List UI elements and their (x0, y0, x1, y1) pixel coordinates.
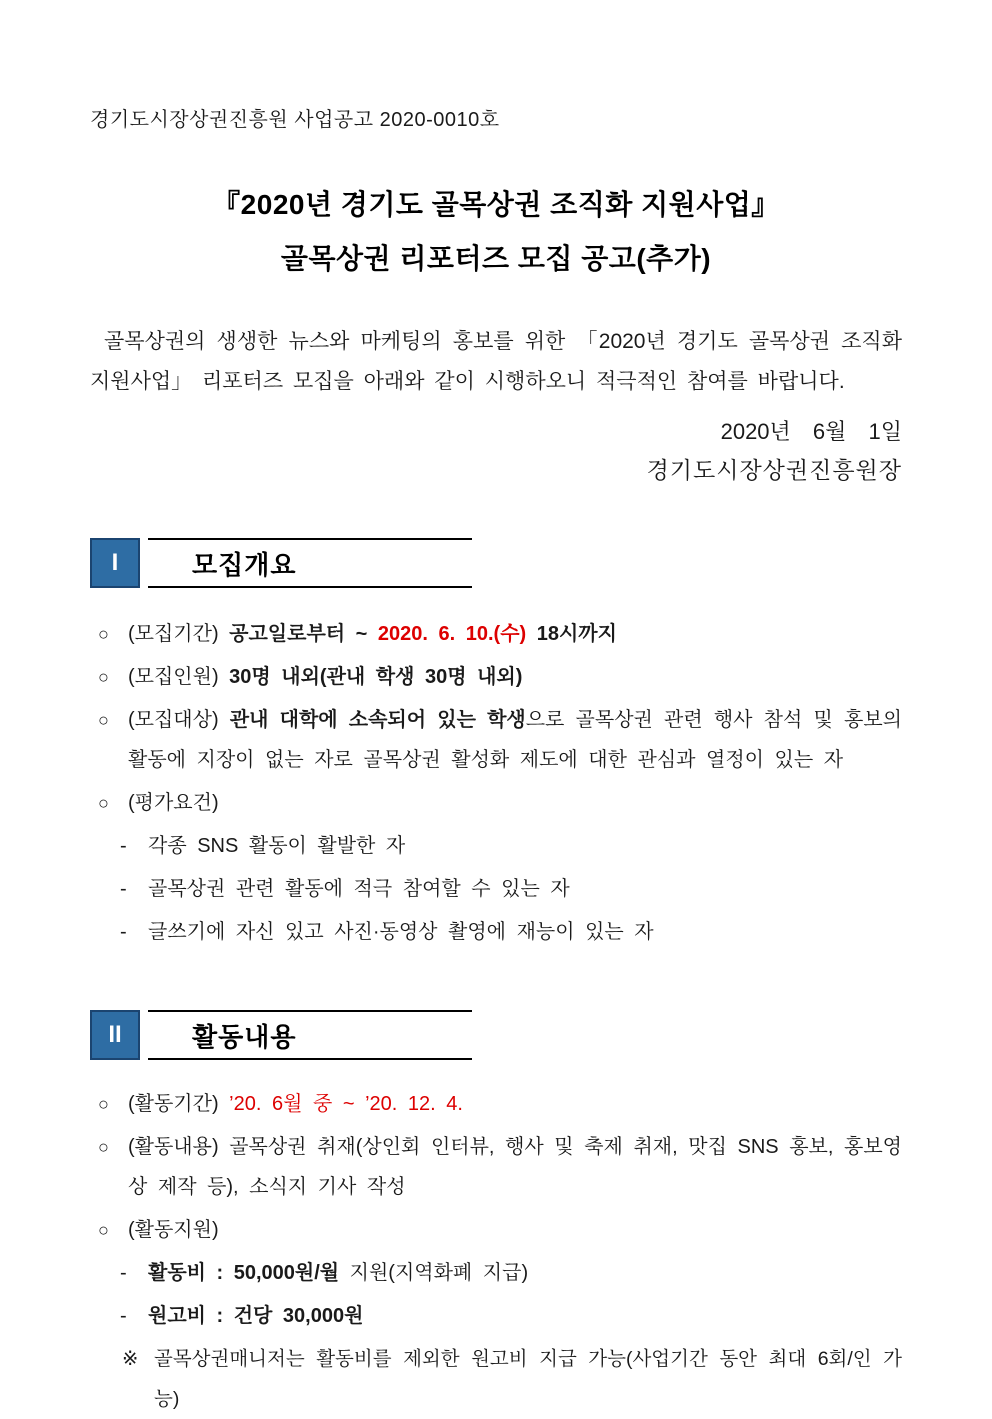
section-2-title: 활동내용 (192, 1021, 297, 1052)
list-item (120, 1339, 902, 1419)
list-item-text: 활동비 : 50,000원/월 지원(지역화폐 지급) (148, 1262, 529, 1284)
bullet-marker: ○ (98, 667, 109, 687)
list-item-text: 골목상권 관련 활동에 적극 참여할 수 있는 자 (148, 878, 570, 900)
announcement-date: 2020년 6월 1일 (720, 419, 902, 444)
list-item-text: 원고비 : 건당 30,000원 (148, 1305, 364, 1327)
bullet-marker: - (120, 1305, 127, 1327)
bullet-marker: ○ (98, 793, 109, 813)
section-2-numeral-box: II (90, 1010, 140, 1060)
intro-paragraph: 골목상권의 생생한 뉴스와 마케팅의 홍보를 위한 「2020년 경기도 골목상권 조직화 지원사업」 리포터즈 모집을 아래와 같이 시행하오니 적극적인 참여를 바랍니다. (90, 330, 902, 393)
section-2-items (90, 1084, 902, 1419)
bullet-marker: ○ (98, 1137, 109, 1157)
list-item (90, 1127, 902, 1207)
section-1-title: 모집개요 (192, 549, 297, 580)
bullet-marker: ○ (98, 1094, 109, 1114)
list-item (90, 657, 902, 697)
section-1-numeral-box: I (90, 538, 140, 588)
list-item (118, 826, 902, 866)
list-item (90, 1084, 902, 1124)
bullet-marker: ※ (122, 1348, 139, 1370)
bullet-marker: - (120, 921, 127, 943)
bullet-marker: ○ (98, 710, 109, 730)
list-item-text: (활동기간) ’20. 6월 중 ~ ’20. 12. 4. (128, 1093, 463, 1115)
bullet-marker: - (120, 878, 127, 900)
list-item (90, 1210, 902, 1250)
section-1-title-area (148, 538, 472, 588)
document-title (90, 178, 902, 286)
list-item (118, 912, 902, 952)
list-item-text: 글쓰기에 자신 있고 사진·동영상 촬영에 재능이 있는 자 (148, 921, 654, 943)
list-item-text: (활동내용) 골목상권 취재(상인회 인터뷰, 행사 및 축제 취재, 맛집 SNS 홍보, 홍보영상 제작 등), 소식지 기사 작성 (128, 1136, 902, 1198)
list-item (90, 700, 902, 780)
section-1-items (90, 614, 902, 952)
doc-number: 경기도시장상권진흥원 사업공고 2020-0010호 (90, 109, 500, 131)
list-item (118, 1253, 902, 1293)
title-line-1: 『2020년 경기도 골목상권 조직화 지원사업』 (212, 189, 780, 220)
title-line-2: 골목상권 리포터즈 모집 공고(추가) (280, 243, 712, 274)
list-item-text: (평가요건) (128, 792, 219, 814)
list-item (118, 1296, 902, 1336)
issuer-name: 경기도시장상권진흥원장 (646, 457, 902, 483)
bullet-marker: ○ (98, 1220, 109, 1240)
list-item-text: (모집인원) 30명 내외(관내 학생 30명 내외) (128, 666, 523, 688)
list-item (118, 869, 902, 909)
bullet-marker: ○ (98, 624, 109, 644)
section-1-header (90, 538, 902, 588)
list-item-text: (모집대상) 관내 대학에 소속되어 있는 학생으로 골목상권 관련 행사 참석 및 홍보의 활동에 지장이 없는 자로 골목상권 활성화 제도에 대한 관심과 열정이 있는 자 (128, 709, 902, 771)
list-item (90, 614, 902, 654)
list-item-text: 골목상권매니저는 활동비를 제외한 원고비 지급 가능(사업기간 동안 최대 6회/인 가능) (154, 1348, 902, 1410)
bullet-marker: - (120, 835, 127, 857)
list-item-text: (모집기간) 공고일로부터 ~ 2020. 6. 10.(수) 18시까지 (128, 623, 617, 645)
section-2-title-area (148, 1010, 472, 1060)
section-2-header (90, 1010, 902, 1060)
list-item-text: 각종 SNS 활동이 활발한 자 (148, 835, 406, 857)
list-item-text: (활동지원) (128, 1219, 219, 1241)
list-item (90, 783, 902, 823)
bullet-marker: - (120, 1262, 127, 1284)
date-block (90, 412, 902, 490)
